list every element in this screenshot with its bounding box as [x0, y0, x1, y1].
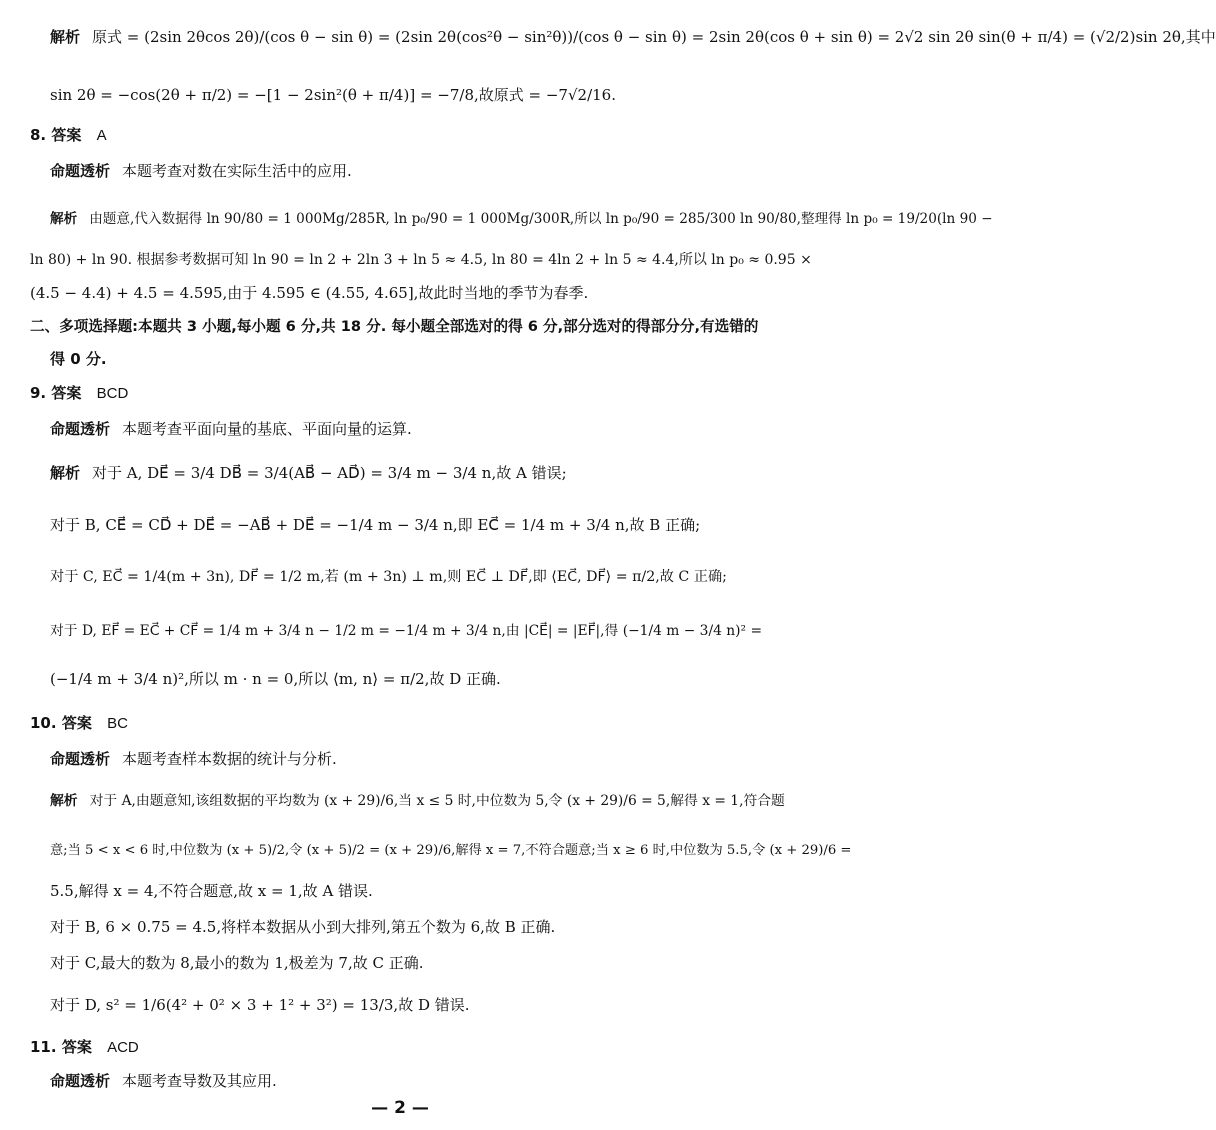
- q10-answer: BC: [107, 715, 128, 732]
- q10-jiexi-line-6: 对于 D, s² = 1/6(4² + 0² × 3 + 1² + 3²) = 13/3,故 D 错误.: [50, 996, 470, 1014]
- q9-answer-label: 答案: [51, 384, 82, 402]
- page-number: — 2 —: [371, 1098, 429, 1118]
- q11-mingti-row: 命题透析 本题考查导数及其应用.: [50, 1072, 277, 1090]
- q11-answer: ACD: [107, 1039, 139, 1056]
- q10-number: 10.: [30, 714, 57, 732]
- q8-answer-label: 答案: [51, 126, 82, 144]
- q7-jiexi-line-2: sin 2θ = −cos(2θ + π/2) = −[1 − 2sin²(θ + π/4)] = −7/8,故原式 = −7√2/16.: [50, 86, 616, 104]
- q9-jiexi-d1: 对于 D, EF⃗ = EC⃗ + CF⃗ = 1/4 m + 3/4 n − 1/2 m = −1/4 m + 3/4 n,由 |CE⃗| = |EF⃗|,得 (−1/4 m − 3/4 n)² =: [50, 623, 763, 639]
- q11-answer-row: [30, 1036, 139, 1059]
- q10-answer-row: [30, 712, 128, 735]
- q9-jiexi-b: 对于 B, CE⃗ = CD⃗ + DE⃗ = −AB⃗ + DE⃗ = −1/4 m − 3/4 n,即 EC⃗ = 1/4 m + 3/4 n,故 B 正确;: [50, 516, 701, 534]
- q10-jiexi-line-2: 意;当 5 < x < 6 时,中位数为 (x + 5)/2,令 (x + 5)/2 = (x + 29)/6,解得 x = 7,不符合题意;当 x ≥ 6 时,中位数为 5.5,令 (x + 29)/6 =: [50, 843, 852, 858]
- q11-number: 11.: [30, 1038, 57, 1056]
- q10-mingti-row: 命题透析 本题考查样本数据的统计与分析.: [50, 750, 337, 768]
- q8-jiexi-line-1: 解析 由题意,代入数据得 ln 90/80 = 1 000Mg/285R, ln p₀/90 = 1 000Mg/300R,所以 ln p₀/90 = 285/300 ln 90/80,整理得 ln p₀ = 19/20(ln 90 −: [50, 211, 993, 227]
- q8-mingti-row: 命题透析 本题考查对数在实际生活中的应用.: [50, 162, 352, 180]
- q8-answer: A: [96, 127, 107, 144]
- mingti-label: 命题透析: [50, 420, 111, 438]
- q8-number: 8.: [30, 126, 47, 144]
- mingti-label: 命题透析: [50, 162, 111, 180]
- q9-answer: BCD: [96, 385, 129, 402]
- q7-jiexi-line-1: 解析 原式 = (2sin 2θcos 2θ)/(cos θ − sin θ) = (2sin 2θ(cos²θ − sin²θ))/(cos θ − sin θ) = 2sin 2θ(cos θ + sin θ) = 2√2 sin 2θ sin(θ + π/4) = (√2/2)sin 2θ,其中: [50, 28, 1216, 46]
- q9-jiexi-a: 解析 对于 A, DE⃗ = 3/4 DB⃗ = 3/4(AB⃗ − AD⃗) = 3/4 m − 3/4 n,故 A 错误;: [50, 464, 567, 482]
- q9-jiexi-c: 对于 C, EC⃗ = 1/4(m + 3n), DF⃗ = 1/2 m,若 (m + 3n) ⊥ m,则 EC⃗ ⊥ DF⃗,即 ⟨EC⃗, DF⃗⟩ = π/2,故 C 正确;: [50, 569, 727, 585]
- q9-number: 9.: [30, 384, 47, 402]
- q9-mingti-row: 命题透析 本题考查平面向量的基底、平面向量的运算.: [50, 420, 412, 438]
- q10-jiexi-line-4: 对于 B, 6 × 0.75 = 4.5,将样本数据从小到大排列,第五个数为 6,故 B 正确.: [50, 918, 556, 936]
- section-2-heading-cont: 得 0 分.: [50, 350, 107, 368]
- mingti-label: 命题透析: [50, 1072, 111, 1090]
- q11-answer-label: 答案: [61, 1038, 92, 1056]
- q8-jiexi-line-2: ln 80) + ln 90. 根据参考数据可知 ln 90 = ln 2 + 2ln 3 + ln 5 ≈ 4.5, ln 80 = 4ln 2 + ln 5 ≈ 4.4,所以 ln p₀ ≈ 0.95 ×: [30, 252, 812, 268]
- q8-jiexi-line-3: (4.5 − 4.4) + 4.5 = 4.595,由于 4.595 ∈ (4.55, 4.65],故此时当地的季节为春季.: [30, 284, 589, 302]
- q9-jiexi-d2: (−1/4 m + 3/4 n)²,所以 m · n = 0,所以 ⟨m, n⟩ = π/2,故 D 正确.: [50, 670, 501, 688]
- q8-answer-row: [30, 124, 107, 147]
- q10-jiexi-line-1: 解析 对于 A,由题意知,该组数据的平均数为 (x + 29)/6,当 x ≤ 5 时,中位数为 5,令 (x + 29)/6 = 5,解得 x = 1,符合题: [50, 793, 785, 809]
- mingti-label: 命题透析: [50, 750, 111, 768]
- q10-jiexi-line-5: 对于 C,最大的数为 8,最小的数为 1,极差为 7,故 C 正确.: [50, 954, 424, 972]
- section-2-heading: 二、多项选择题:本题共 3 小题,每小题 6 分,共 18 分. 每小题全部选对的得 6 分,部分选对的得部分分,有选错的: [30, 318, 759, 335]
- jiexi-label: 解析: [50, 464, 81, 482]
- q9-answer-row: [30, 382, 128, 405]
- jiexi-label: 解析: [50, 28, 81, 46]
- jiexi-label: 解析: [50, 211, 78, 227]
- jiexi-label: 解析: [50, 793, 78, 809]
- q10-jiexi-line-3: 5.5,解得 x = 4,不符合题意,故 x = 1,故 A 错误.: [50, 882, 373, 900]
- q10-answer-label: 答案: [61, 714, 92, 732]
